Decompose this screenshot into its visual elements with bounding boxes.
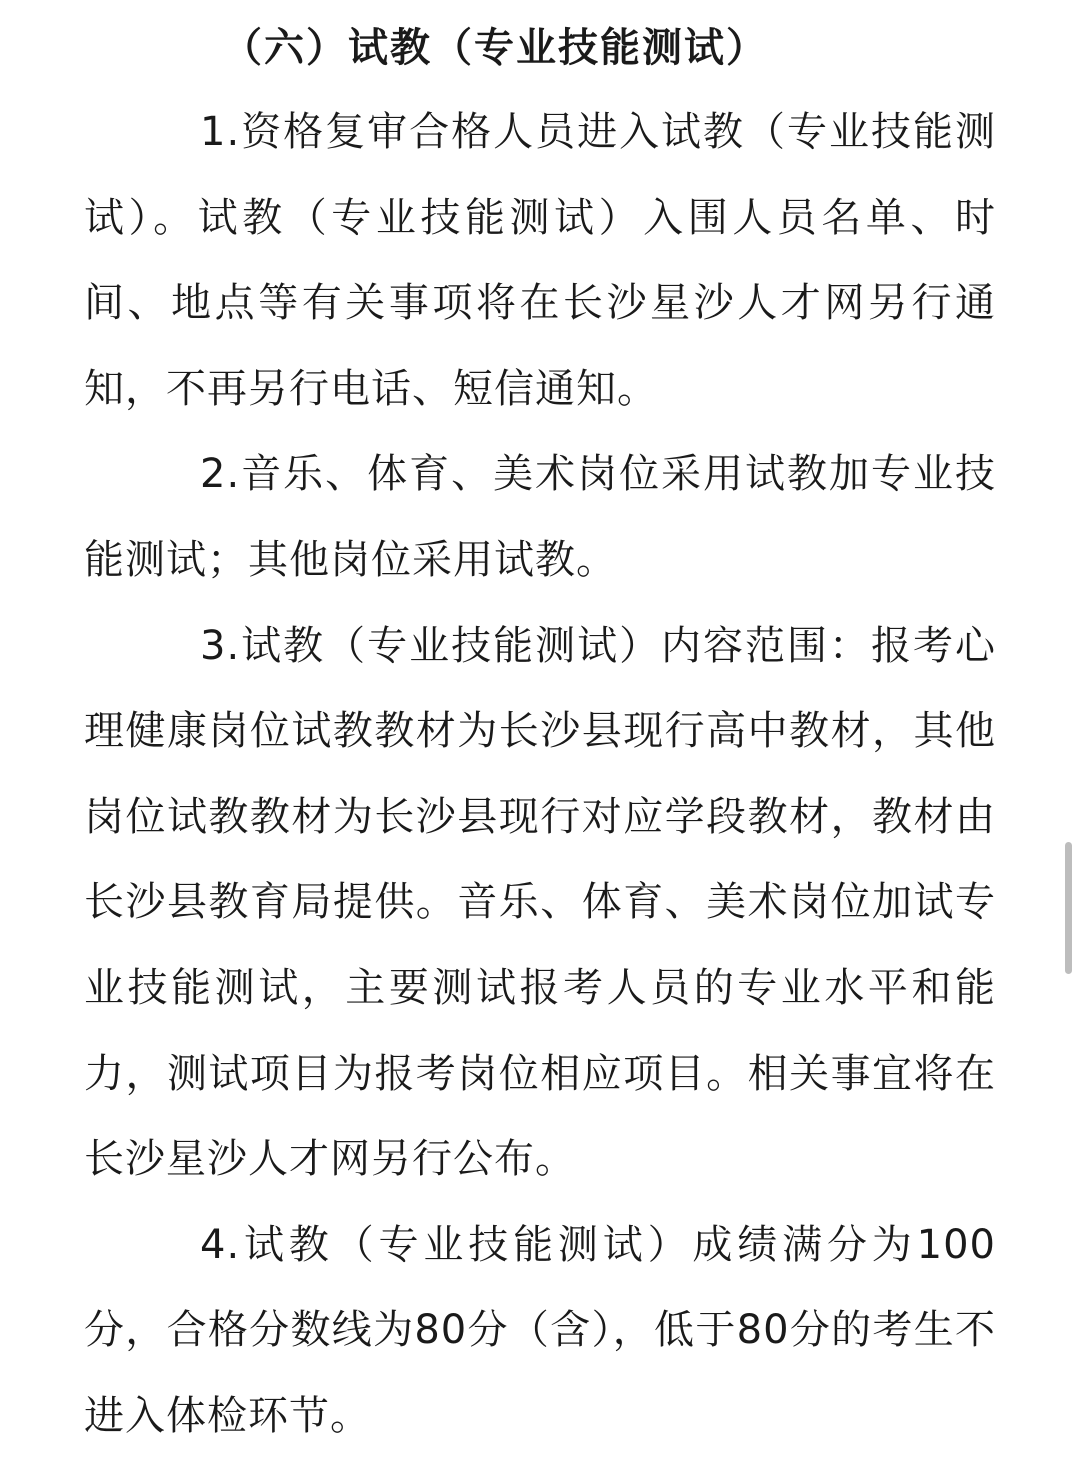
- paragraph-1: 1.资格复审合格人员进入试教（专业技能测试）。试教（专业技能测试）入围人员名单、时间、地点等有关事项将在长沙星沙人才网另行通知，不再另行电话、短信通知。: [84, 109, 996, 412]
- paragraph-3: 3.试教（专业技能测试）内容范围：报考心理健康岗位试教教材为长沙县现行高中教材，其他岗位试教教材为长沙县现行对应学段教材，教材由长沙县教育局提供。音乐、体育、美术岗位加试专业技能测试，主要测试报考人员的专业水平和能力，测试项目为报考岗位相应项目。相关事宜将在长沙星沙人才网另行公布。: [84, 622, 996, 1183]
- section-heading: （六）试教（专业技能测试）: [222, 25, 768, 71]
- paragraph-4: 4.试教（专业技能测试）成绩满分为100分，合格分数线为80分（含），低于80分的考生不进入体检环节。: [84, 1221, 996, 1439]
- scrollbar-thumb[interactable]: [1065, 842, 1072, 974]
- document-body: [84, 18, 996, 1460]
- paragraph-2: 2.音乐、体育、美术岗位采用试教加专业技能测试；其他岗位采用试教。: [84, 451, 996, 583]
